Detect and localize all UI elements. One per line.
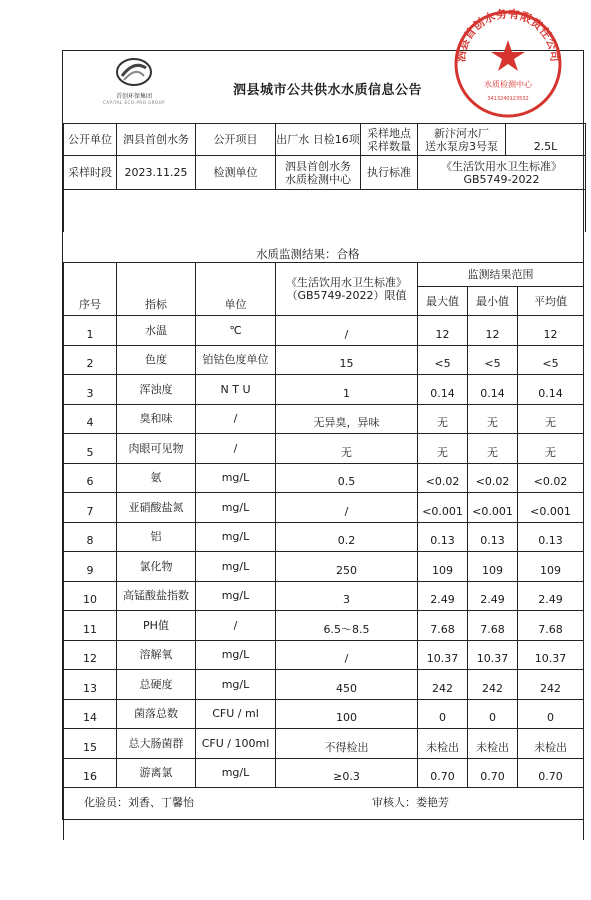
- table-row: [64, 463, 584, 493]
- cell-limit: /: [276, 640, 418, 670]
- cell-name: 总硬度: [117, 670, 196, 700]
- label-place-qty: [361, 124, 418, 156]
- label-unit: 公开单位: [64, 124, 117, 156]
- info-spacer-row: [64, 190, 586, 232]
- page-title: 泗县城市公共供水水质信息公告: [233, 83, 423, 98]
- cell-unit: /: [196, 434, 276, 464]
- cell-no: 9: [64, 552, 117, 582]
- label-lab: 检测单位: [196, 156, 276, 190]
- table-row: [64, 345, 584, 375]
- cell-unit: mg/L: [196, 581, 276, 611]
- notice-sheet: [62, 50, 584, 820]
- cell-no: 7: [64, 493, 117, 523]
- cell-avg: 无: [518, 404, 584, 434]
- cell-max: 2.49: [418, 581, 468, 611]
- cell-name: 总大肠菌群: [117, 729, 196, 759]
- cell-min: 无: [468, 434, 518, 464]
- table-row: [64, 434, 584, 464]
- cell-no: 12: [64, 640, 117, 670]
- table-row: [64, 581, 584, 611]
- col-limit-line2: （GB5749-2022）限值: [286, 289, 407, 302]
- result-line: [63, 243, 583, 263]
- label-qty: 采样数量: [367, 139, 411, 153]
- cell-no: 1: [64, 316, 117, 346]
- cell-unit: mg/L: [196, 640, 276, 670]
- logo-text: 首创环保集团: [115, 93, 152, 100]
- cell-limit: ≥0.3: [276, 758, 418, 788]
- place-line2: 送水泵房3号泵: [425, 139, 498, 153]
- value-lab: [276, 156, 361, 190]
- col-max: 最大值: [418, 287, 468, 316]
- cell-max: 242: [418, 670, 468, 700]
- logo-icon: [114, 57, 154, 87]
- cell-limit: 0.5: [276, 463, 418, 493]
- cell-avg: <0.02: [518, 463, 584, 493]
- cell-no: 4: [64, 404, 117, 434]
- cell-unit: ℃: [196, 316, 276, 346]
- cell-unit: /: [196, 404, 276, 434]
- results-table: [63, 262, 584, 840]
- cell-min: 10.37: [468, 640, 518, 670]
- cell-avg: 未检出: [518, 729, 584, 759]
- cell-max: 0: [418, 699, 468, 729]
- cell-limit: 250: [276, 552, 418, 582]
- cell-name: PH值: [117, 611, 196, 641]
- cell-name: 肉眼可见物: [117, 434, 196, 464]
- seal-number: 3413240123532: [487, 96, 529, 102]
- cell-no: 2: [64, 345, 117, 375]
- cell-min: <0.02: [468, 463, 518, 493]
- cell-unit: mg/L: [196, 670, 276, 700]
- cell-unit: mg/L: [196, 552, 276, 582]
- cell-avg: <0.001: [518, 493, 584, 523]
- header: [63, 51, 583, 124]
- cell-limit: 不得检出: [276, 729, 418, 759]
- cell-name: 氯化物: [117, 552, 196, 582]
- table-row: [64, 375, 584, 405]
- col-range: 监测结果范围: [418, 263, 584, 287]
- table-row: [64, 404, 584, 434]
- value-place: [418, 124, 506, 156]
- place-line1: 新汴河水厂: [434, 126, 489, 140]
- cell-avg: 109: [518, 552, 584, 582]
- results-body: [64, 316, 584, 788]
- cell-no: 11: [64, 611, 117, 641]
- cell-name: 氨: [117, 463, 196, 493]
- cell-max: 0.14: [418, 375, 468, 405]
- cell-avg: 0.13: [518, 522, 584, 552]
- info-row-1: [64, 124, 586, 156]
- cell-unit: CFU / 100ml: [196, 729, 276, 759]
- cell-avg: 7.68: [518, 611, 584, 641]
- value-unit: 泗县首创水务: [117, 124, 196, 156]
- cell-name: 浑浊度: [117, 375, 196, 405]
- tester-signature: 化验员：刘香、丁馨怡: [84, 796, 194, 809]
- seal-text: 泗县首创水务有限责任公司: [454, 7, 562, 63]
- cell-min: 2.49: [468, 581, 518, 611]
- table-row: [64, 316, 584, 346]
- cell-unit: mg/L: [196, 493, 276, 523]
- table-row: [64, 670, 584, 700]
- cell-name: 水温: [117, 316, 196, 346]
- cell-name: 溶解氧: [117, 640, 196, 670]
- cell-name: 臭和味: [117, 404, 196, 434]
- cell-avg: 0.14: [518, 375, 584, 405]
- label-item: 公开项目: [196, 124, 276, 156]
- seal-subtext: 水质检测中心: [484, 80, 532, 89]
- table-row: [64, 493, 584, 523]
- cell-avg: <5: [518, 345, 584, 375]
- cell-min: 0.70: [468, 758, 518, 788]
- cell-limit: 6.5～8.5: [276, 611, 418, 641]
- cell-min: 7.68: [468, 611, 518, 641]
- cell-unit: CFU / ml: [196, 699, 276, 729]
- cell-min: 242: [468, 670, 518, 700]
- cell-limit: 450: [276, 670, 418, 700]
- cell-max: 0.13: [418, 522, 468, 552]
- reviewer-signature: 审核人：娄艳芳: [372, 796, 449, 809]
- result-text: 水质监测结果：合格: [256, 247, 360, 261]
- cell-max: 7.68: [418, 611, 468, 641]
- cell-limit: 3: [276, 581, 418, 611]
- std-line2: GB5749-2022: [463, 172, 540, 186]
- cell-min: <5: [468, 345, 518, 375]
- cell-min: 无: [468, 404, 518, 434]
- cell-limit: 无: [276, 434, 418, 464]
- cell-max: 12: [418, 316, 468, 346]
- cell-limit: /: [276, 493, 418, 523]
- cell-name: 色度: [117, 345, 196, 375]
- cell-unit: mg/L: [196, 463, 276, 493]
- cell-no: 10: [64, 581, 117, 611]
- cell-name: 游离氯: [117, 758, 196, 788]
- cell-unit: N T U: [196, 375, 276, 405]
- cell-no: 3: [64, 375, 117, 405]
- cell-limit: /: [276, 316, 418, 346]
- cell-unit: mg/L: [196, 758, 276, 788]
- cell-no: 15: [64, 729, 117, 759]
- cell-no: 8: [64, 522, 117, 552]
- cell-max: <0.001: [418, 493, 468, 523]
- table-row: [64, 552, 584, 582]
- info-spacer: [64, 190, 586, 232]
- cell-min: 0: [468, 699, 518, 729]
- cell-min: <0.001: [468, 493, 518, 523]
- cell-name: 铝: [117, 522, 196, 552]
- cell-unit: mg/L: [196, 522, 276, 552]
- cell-avg: 2.49: [518, 581, 584, 611]
- cell-min: 0.14: [468, 375, 518, 405]
- logo-subtext: CAPITAL ECO-PRO GROUP: [103, 100, 165, 105]
- table-row: [64, 640, 584, 670]
- cell-limit: 1: [276, 375, 418, 405]
- cell-no: 6: [64, 463, 117, 493]
- col-min: 最小值: [468, 287, 518, 316]
- cell-limit: 100: [276, 699, 418, 729]
- cell-max: <0.02: [418, 463, 468, 493]
- cell-max: 无: [418, 404, 468, 434]
- table-row: [64, 611, 584, 641]
- cell-limit: 0.2: [276, 522, 418, 552]
- table-row: [64, 729, 584, 759]
- lab-line2: 水质检测中心: [285, 172, 351, 186]
- value-qty: 2.5L: [506, 124, 586, 156]
- value-time: 2023.11.25: [117, 156, 196, 190]
- cell-no: 13: [64, 670, 117, 700]
- cell-max: 未检出: [418, 729, 468, 759]
- cell-avg: 242: [518, 670, 584, 700]
- label-std: 执行标准: [361, 156, 418, 190]
- cell-limit: 15: [276, 345, 418, 375]
- value-std: [418, 156, 586, 190]
- cell-max: 109: [418, 552, 468, 582]
- header-row-1: [64, 263, 584, 287]
- table-row: [64, 699, 584, 729]
- cell-no: 5: [64, 434, 117, 464]
- cell-max: <5: [418, 345, 468, 375]
- col-no: 序号: [64, 263, 117, 316]
- cell-min: 未检出: [468, 729, 518, 759]
- cell-min: 12: [468, 316, 518, 346]
- table-row: [64, 758, 584, 788]
- label-place: 采样地点: [367, 126, 411, 140]
- cell-avg: 12: [518, 316, 584, 346]
- cell-name: 亚硝酸盐氮: [117, 493, 196, 523]
- cell-name: 高锰酸盐指数: [117, 581, 196, 611]
- table-row: [64, 522, 584, 552]
- col-limit: [276, 263, 418, 316]
- col-avg: 平均值: [518, 287, 584, 316]
- cell-max: 10.37: [418, 640, 468, 670]
- cell-name: 菌落总数: [117, 699, 196, 729]
- col-limit-line1: 《生活饮用水卫生标准》: [286, 276, 407, 289]
- cell-avg: 0: [518, 699, 584, 729]
- cell-no: 16: [64, 758, 117, 788]
- cell-min: 109: [468, 552, 518, 582]
- cell-unit: /: [196, 611, 276, 641]
- cell-no: 14: [64, 699, 117, 729]
- cell-avg: 0.70: [518, 758, 584, 788]
- info-row-2: [64, 156, 586, 190]
- lab-line1: 泗县首创水务: [285, 159, 351, 173]
- info-table: [63, 123, 586, 232]
- col-unit: 单位: [196, 263, 276, 316]
- cell-avg: 无: [518, 434, 584, 464]
- cell-limit: 无异臭，异味: [276, 404, 418, 434]
- cell-min: 0.13: [468, 522, 518, 552]
- std-line1: 《生活饮用水卫生标准》: [441, 159, 562, 173]
- value-item: 出厂水 日检16项: [276, 124, 361, 156]
- cell-max: 无: [418, 434, 468, 464]
- company-logo: [103, 57, 165, 105]
- cell-avg: 10.37: [518, 640, 584, 670]
- col-index: 指标: [117, 263, 196, 316]
- cell-max: 0.70: [418, 758, 468, 788]
- label-time: 采样时段: [64, 156, 117, 190]
- cell-unit: 铂钴色度单位: [196, 345, 276, 375]
